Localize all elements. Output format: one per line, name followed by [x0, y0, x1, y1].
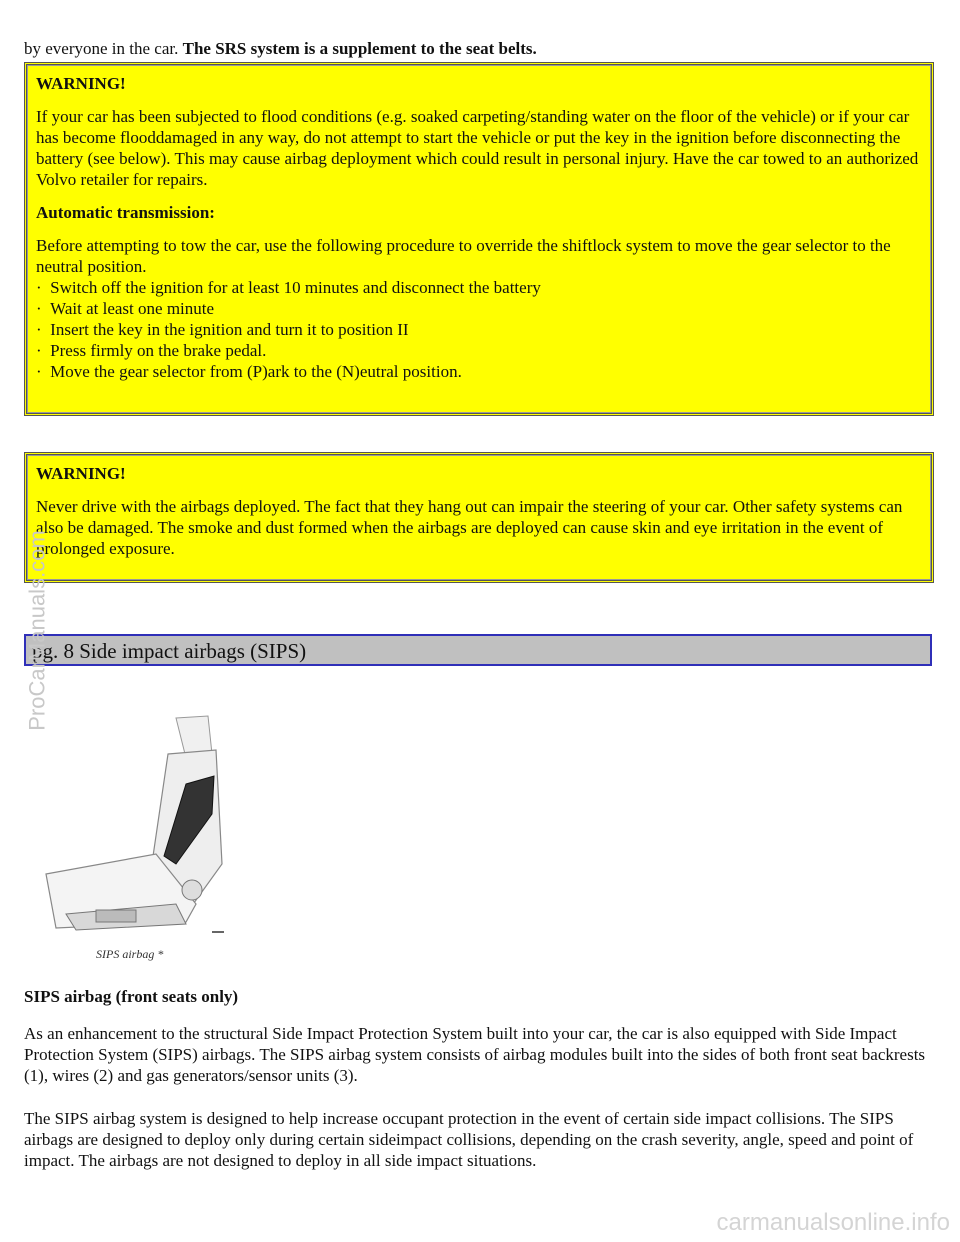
sips-paragraph-1	[24, 1023, 936, 1086]
seat-drawing	[36, 714, 236, 944]
paragraph-text: As an enhancement to the structural Side Impact Protection System built into your car, the car is also equipped with Side Impact Protection System (SIPS) airbags. The SIPS airbag system consists of airbag modules built into the sides of both front seat backrests (1), wires (2) and gas generators/sensor units (3).	[24, 1024, 926, 1085]
procedure-list	[36, 277, 922, 382]
warning-paragraph: Never drive with the airbags deployed. The fact that they hang out can impair the steering of your car. Other safety systems can also be damaged. The smoke and dust formed when the airbags are deployed can cause skin and eye irritation in the event of prolonged exposure.	[36, 497, 903, 558]
paragraph-text: The SIPS airbag system is designed to help increase occupant protection in the event of certain side impact collisions. The SIPS airbags are designed to deploy only during certain sideimpact collisions, depending on the crash severity, angle, speed and point of impact. The airbags are not designed to deploy in all side impact situations.	[24, 1109, 914, 1170]
section-header	[24, 634, 932, 666]
side-watermark-text: ProCarManuals.com	[24, 530, 50, 731]
footer-watermark-text: carmanualsonline.info	[716, 1209, 950, 1236]
procedure-step: · Press firmly on the brake pedal.	[36, 340, 922, 361]
figure-caption: SIPS airbag *	[96, 947, 164, 961]
procedure-step: · Switch off the ignition for at least 10 minutes and disconnect the battery	[36, 277, 922, 298]
intro-text: by everyone in the car.	[24, 39, 183, 58]
sips-seat-illustration	[36, 714, 236, 962]
warning-lead: Before attempting to tow the car, use the following procedure to override the shiftlock system to move the gear selector to the neutral position.	[36, 236, 891, 276]
warning-paragraph: If your car has been subjected to flood conditions (e.g. soaked carpeting/standing water on the floor of the vehicle) or if your car has become flooddamaged in any way, do not attempt to start the vehicle or put the key in the ignition before disconnecting the battery (see below). This may cause airbag deployment which could result in personal injury. Have the car towed to an authorized Volvo retailer for repairs.	[36, 107, 919, 189]
warning-subheading: Automatic transmission:	[36, 203, 215, 222]
warning-box-flood	[24, 62, 934, 416]
section-title: pg. 8 Side impact airbags (SIPS)	[32, 639, 307, 663]
sips-paragraph-2	[24, 1108, 936, 1171]
side-watermark	[2, 520, 50, 750]
sips-heading: SIPS airbag (front seats only)	[24, 987, 239, 1006]
intro-bold: The SRS system is a supplement to the seat belts.	[182, 39, 537, 58]
warning-title: WARNING!	[36, 464, 126, 483]
procedure-step: · Insert the key in the ignition and turn it to position II	[36, 319, 922, 340]
procedure-step: · Wait at least one minute	[36, 298, 922, 319]
warning-title: WARNING!	[36, 74, 126, 93]
footer-watermark	[716, 1209, 950, 1236]
procedure-step: · Move the gear selector from (P)ark to the (N)eutral position.	[36, 361, 922, 382]
intro-line	[24, 38, 936, 59]
warning-box-deployed	[24, 452, 934, 583]
